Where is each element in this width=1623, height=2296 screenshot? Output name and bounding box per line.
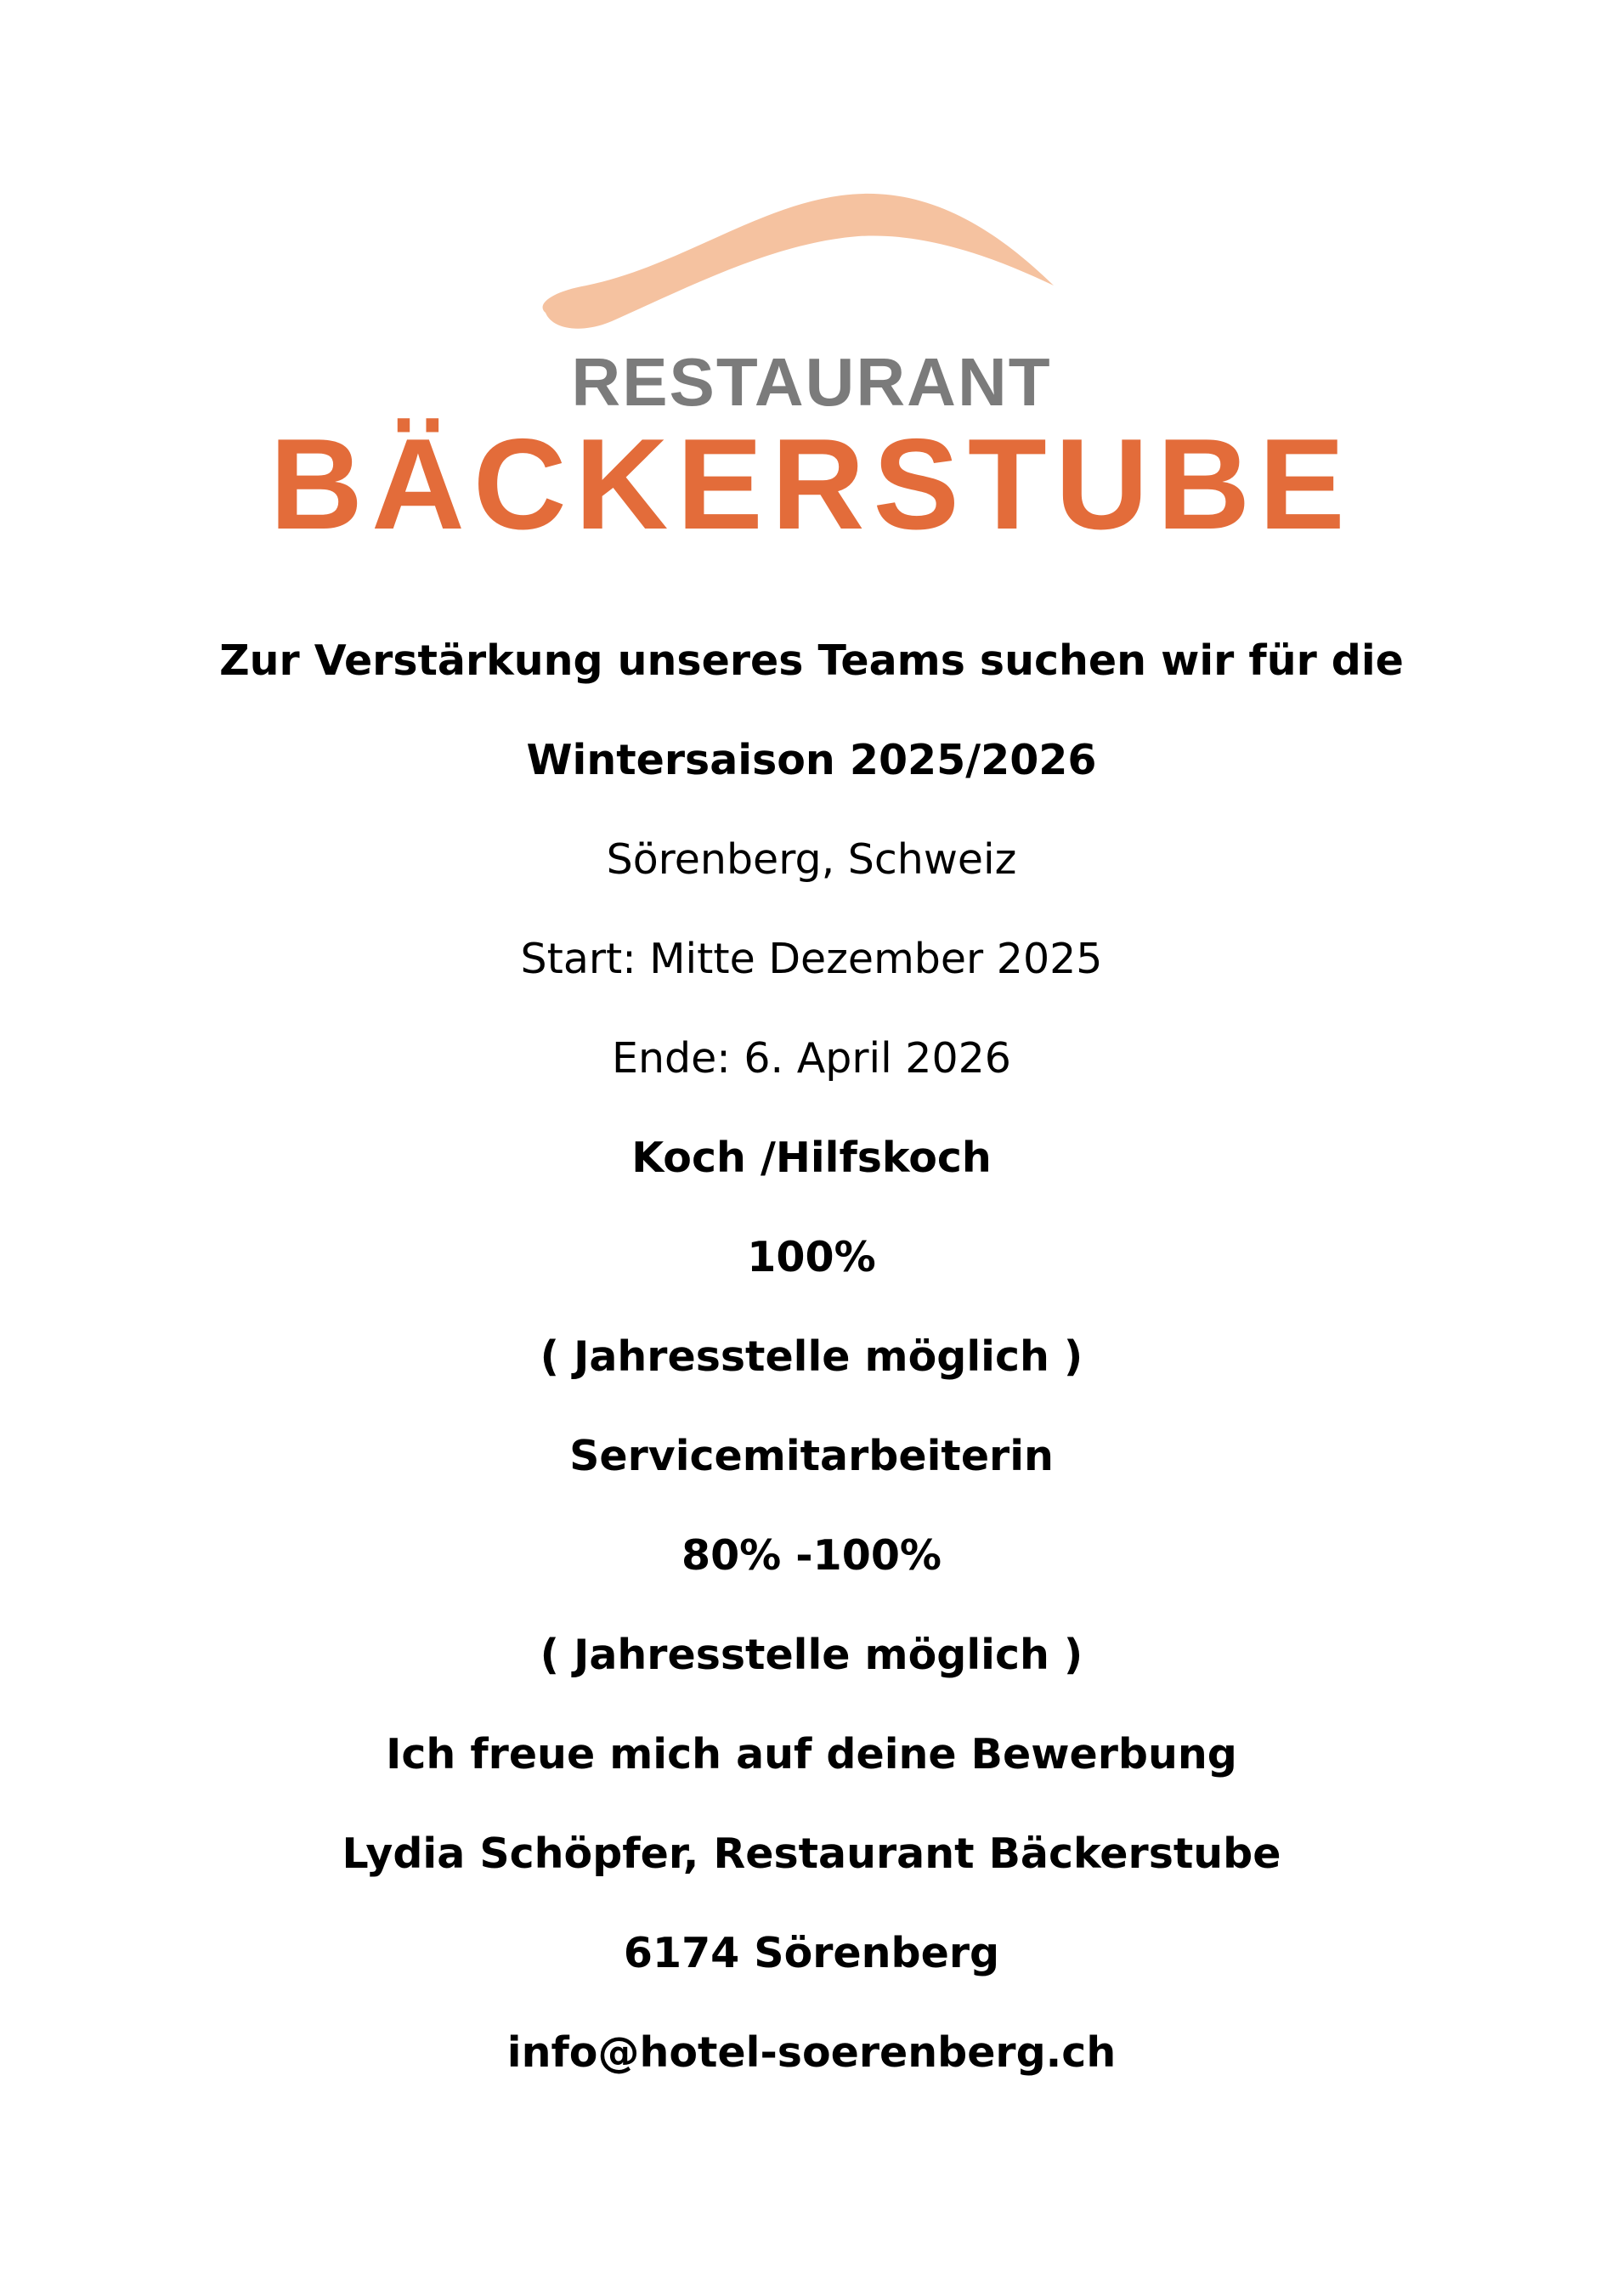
position-service-title: Servicemitarbeiterin bbox=[569, 1432, 1054, 1480]
end-date-line: Ende: 6. April 2026 bbox=[612, 1034, 1011, 1083]
restaurant-logo bbox=[0, 0, 1623, 561]
season-line: Wintersaison 2025/2026 bbox=[526, 736, 1097, 784]
contact-name-line: Lydia Schöpfer, Restaurant Bäckerstube bbox=[342, 1829, 1281, 1878]
position-cook-workload: 100% bbox=[747, 1233, 876, 1281]
position-cook-note: ( Jahresstelle möglich ) bbox=[540, 1332, 1083, 1381]
position-cook-title: Koch /Hilfskoch bbox=[631, 1134, 992, 1182]
location-line: Sörenberg, Schweiz bbox=[606, 835, 1017, 884]
roof-swoosh-icon bbox=[535, 185, 1062, 347]
contact-email-line: info@hotel-soerenberg.ch bbox=[506, 2028, 1117, 2077]
logo-name-text: BÄCKERSTUBE bbox=[269, 412, 1354, 557]
contact-address-line: 6174 Sörenberg bbox=[623, 1929, 1000, 1977]
logo-restaurant-text: RESTAURANT bbox=[571, 344, 1052, 420]
position-service-workload: 80% -100% bbox=[681, 1531, 942, 1580]
job-posting-text bbox=[0, 627, 1623, 2118]
closing-line: Ich freue mich auf deine Bewerbung bbox=[386, 1730, 1237, 1779]
intro-line: Zur Verstärkung unseres Teams suchen wir für die bbox=[219, 636, 1404, 685]
position-service-note: ( Jahresstelle möglich ) bbox=[540, 1631, 1083, 1679]
start-date-line: Start: Mitte Dezember 2025 bbox=[520, 935, 1103, 983]
